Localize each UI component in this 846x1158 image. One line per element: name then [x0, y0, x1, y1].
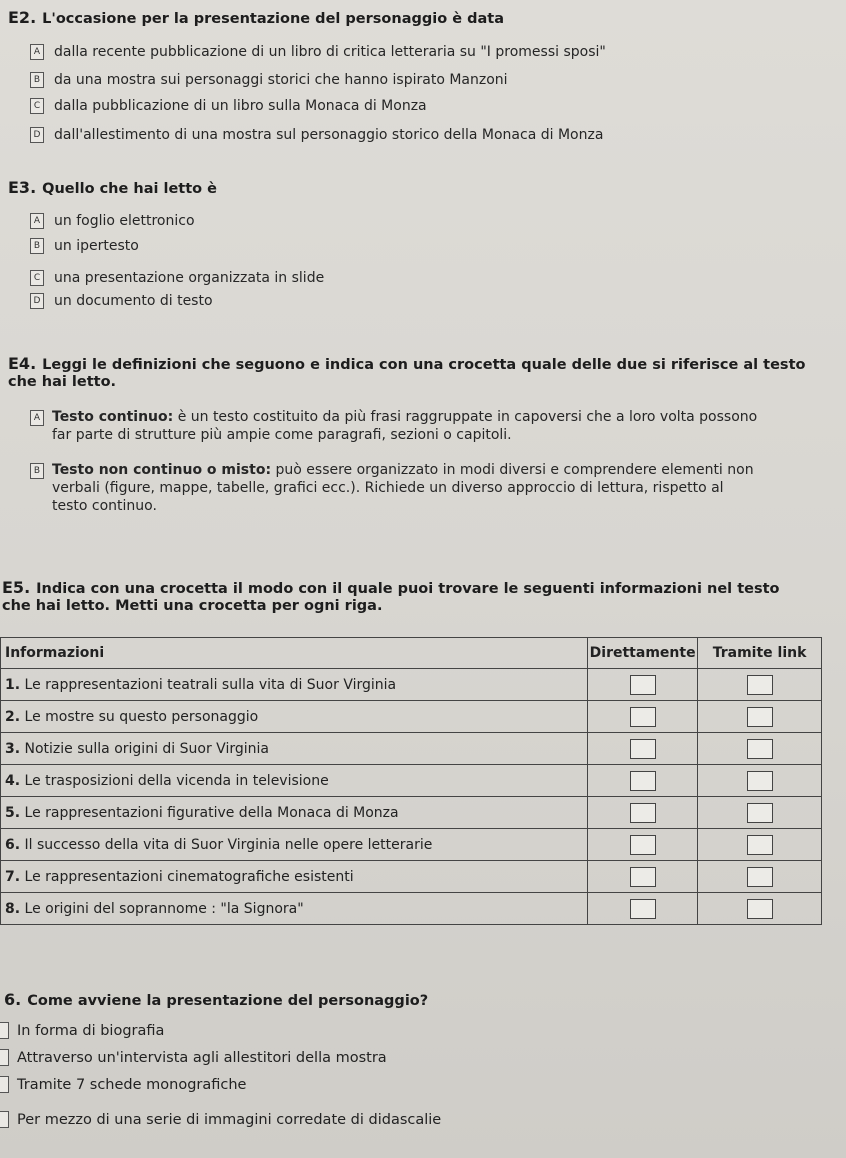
e5-table: [0, 637, 822, 925]
option-letter-box[interactable]: [0, 1022, 9, 1039]
e2-number: E2.: [8, 8, 37, 27]
option-letter-box[interactable]: [0, 1076, 9, 1093]
option-letter-box[interactable]: A: [30, 44, 44, 60]
header-direttamente: Direttamente: [588, 638, 698, 669]
checkbox-tramite-link[interactable]: [747, 835, 773, 855]
e5-title-line2: che hai letto. Metti una crocetta per ogni riga.: [2, 598, 383, 614]
table-row: 8. Le origini del soprannome : "la Signora": [1, 893, 822, 925]
option-letter-box[interactable]: [0, 1049, 9, 1066]
checkbox-direttamente[interactable]: [630, 803, 656, 823]
table-row: 4. Le trasposizioni della vicenda in televisione: [1, 765, 822, 797]
checkbox-direttamente[interactable]: [630, 835, 656, 855]
table-header-row: [1, 638, 822, 669]
e3-title: E3. Quello che hai letto è: [8, 178, 218, 197]
option-letter-box[interactable]: B: [30, 463, 44, 479]
e2-option-c[interactable]: C dalla pubblicazione di un libro sulla Monaca di Monza: [30, 98, 427, 114]
e6-title: 6. Come avviene la presentazione del personaggio?: [4, 990, 429, 1009]
e4-option-a[interactable]: A Testo continuo: è un testo costituito da più frasi raggruppate in capoversi che a loro volta possono far parte di strutture più ampie come paragrafi, sezioni o capitoli.: [30, 408, 820, 444]
e4-title: E4. Leggi le definizioni che seguono e indica con una crocetta quale delle due si riferisce al testo: [8, 354, 806, 373]
e6-option-c[interactable]: Tramite 7 schede monografiche: [0, 1076, 246, 1093]
checkbox-tramite-link[interactable]: [747, 899, 773, 919]
e4-number: E4.: [8, 354, 37, 373]
header-tramite-link: Tramite link: [698, 638, 822, 669]
e3-number: E3.: [8, 178, 37, 197]
e2-option-b[interactable]: B da una mostra sui personaggi storici che hanno ispirato Manzoni: [30, 72, 508, 88]
e2-option-a[interactable]: A dalla recente pubblicazione di un libro di critica letteraria su "I promessi sposi": [30, 44, 606, 60]
option-letter-box[interactable]: [0, 1111, 9, 1128]
e4-title-line2: che hai letto.: [8, 374, 117, 390]
checkbox-direttamente[interactable]: [630, 707, 656, 727]
e6-option-a[interactable]: In forma di biografia: [0, 1022, 164, 1039]
option-letter-box[interactable]: B: [30, 72, 44, 88]
e6-option-d[interactable]: Per mezzo di una serie di immagini corredate di didascalie: [0, 1111, 441, 1128]
option-letter-box[interactable]: B: [30, 238, 44, 254]
checkbox-tramite-link[interactable]: [747, 771, 773, 791]
checkbox-tramite-link[interactable]: [747, 867, 773, 887]
option-letter-box[interactable]: D: [30, 127, 44, 143]
e6-number: 6.: [4, 990, 22, 1009]
e3-option-b[interactable]: B un ipertesto: [30, 238, 139, 254]
e5-title: E5. Indica con una crocetta il modo con il quale puoi trovare le seguenti informazioni nel testo: [2, 578, 780, 597]
checkbox-direttamente[interactable]: [630, 771, 656, 791]
e3-option-d[interactable]: D un documento di testo: [30, 293, 213, 309]
option-letter-box[interactable]: A: [30, 410, 44, 426]
table-row: 7. Le rappresentazioni cinematografiche esistenti: [1, 861, 822, 893]
table-row: 5. Le rappresentazioni figurative della Monaca di Monza: [1, 797, 822, 829]
checkbox-direttamente[interactable]: [630, 675, 656, 695]
header-informazioni: Informazioni: [1, 638, 588, 669]
checkbox-tramite-link[interactable]: [747, 739, 773, 759]
option-letter-box[interactable]: A: [30, 213, 44, 229]
checkbox-tramite-link[interactable]: [747, 803, 773, 823]
table-row: 1. Le rappresentazioni teatrali sulla vita di Suor Virginia: [1, 669, 822, 701]
table-row: 6. Il successo della vita di Suor Virginia nelle opere letterarie: [1, 829, 822, 861]
option-letter-box[interactable]: C: [30, 98, 44, 114]
e4-option-b[interactable]: B Testo non continuo o misto: può essere organizzato in modi diversi e comprendere elementi non verbali (figure, mappe, tabelle, grafici ecc.). Richiede un diverso approccio di lettura, rispetto al testo continuo.: [30, 461, 820, 515]
e2-option-d[interactable]: D dall'allestimento di una mostra sul personaggio storico della Monaca di Monza: [30, 127, 603, 143]
checkbox-direttamente[interactable]: [630, 867, 656, 887]
checkbox-direttamente[interactable]: [630, 739, 656, 759]
checkbox-direttamente[interactable]: [630, 899, 656, 919]
e3-option-c[interactable]: C una presentazione organizzata in slide: [30, 270, 324, 286]
e6-option-b[interactable]: Attraverso un'intervista agli allestitori della mostra: [0, 1049, 387, 1066]
table-row: 3. Notizie sulla origini di Suor Virginia: [1, 733, 822, 765]
checkbox-tramite-link[interactable]: [747, 707, 773, 727]
option-letter-box[interactable]: D: [30, 293, 44, 309]
e2-title: E2. L'occasione per la presentazione del personaggio è data: [8, 8, 504, 27]
e3-option-a[interactable]: A un foglio elettronico: [30, 213, 195, 229]
option-letter-box[interactable]: C: [30, 270, 44, 286]
e5-number: E5.: [2, 578, 31, 597]
checkbox-tramite-link[interactable]: [747, 675, 773, 695]
table-row: 2. Le mostre su questo personaggio: [1, 701, 822, 733]
